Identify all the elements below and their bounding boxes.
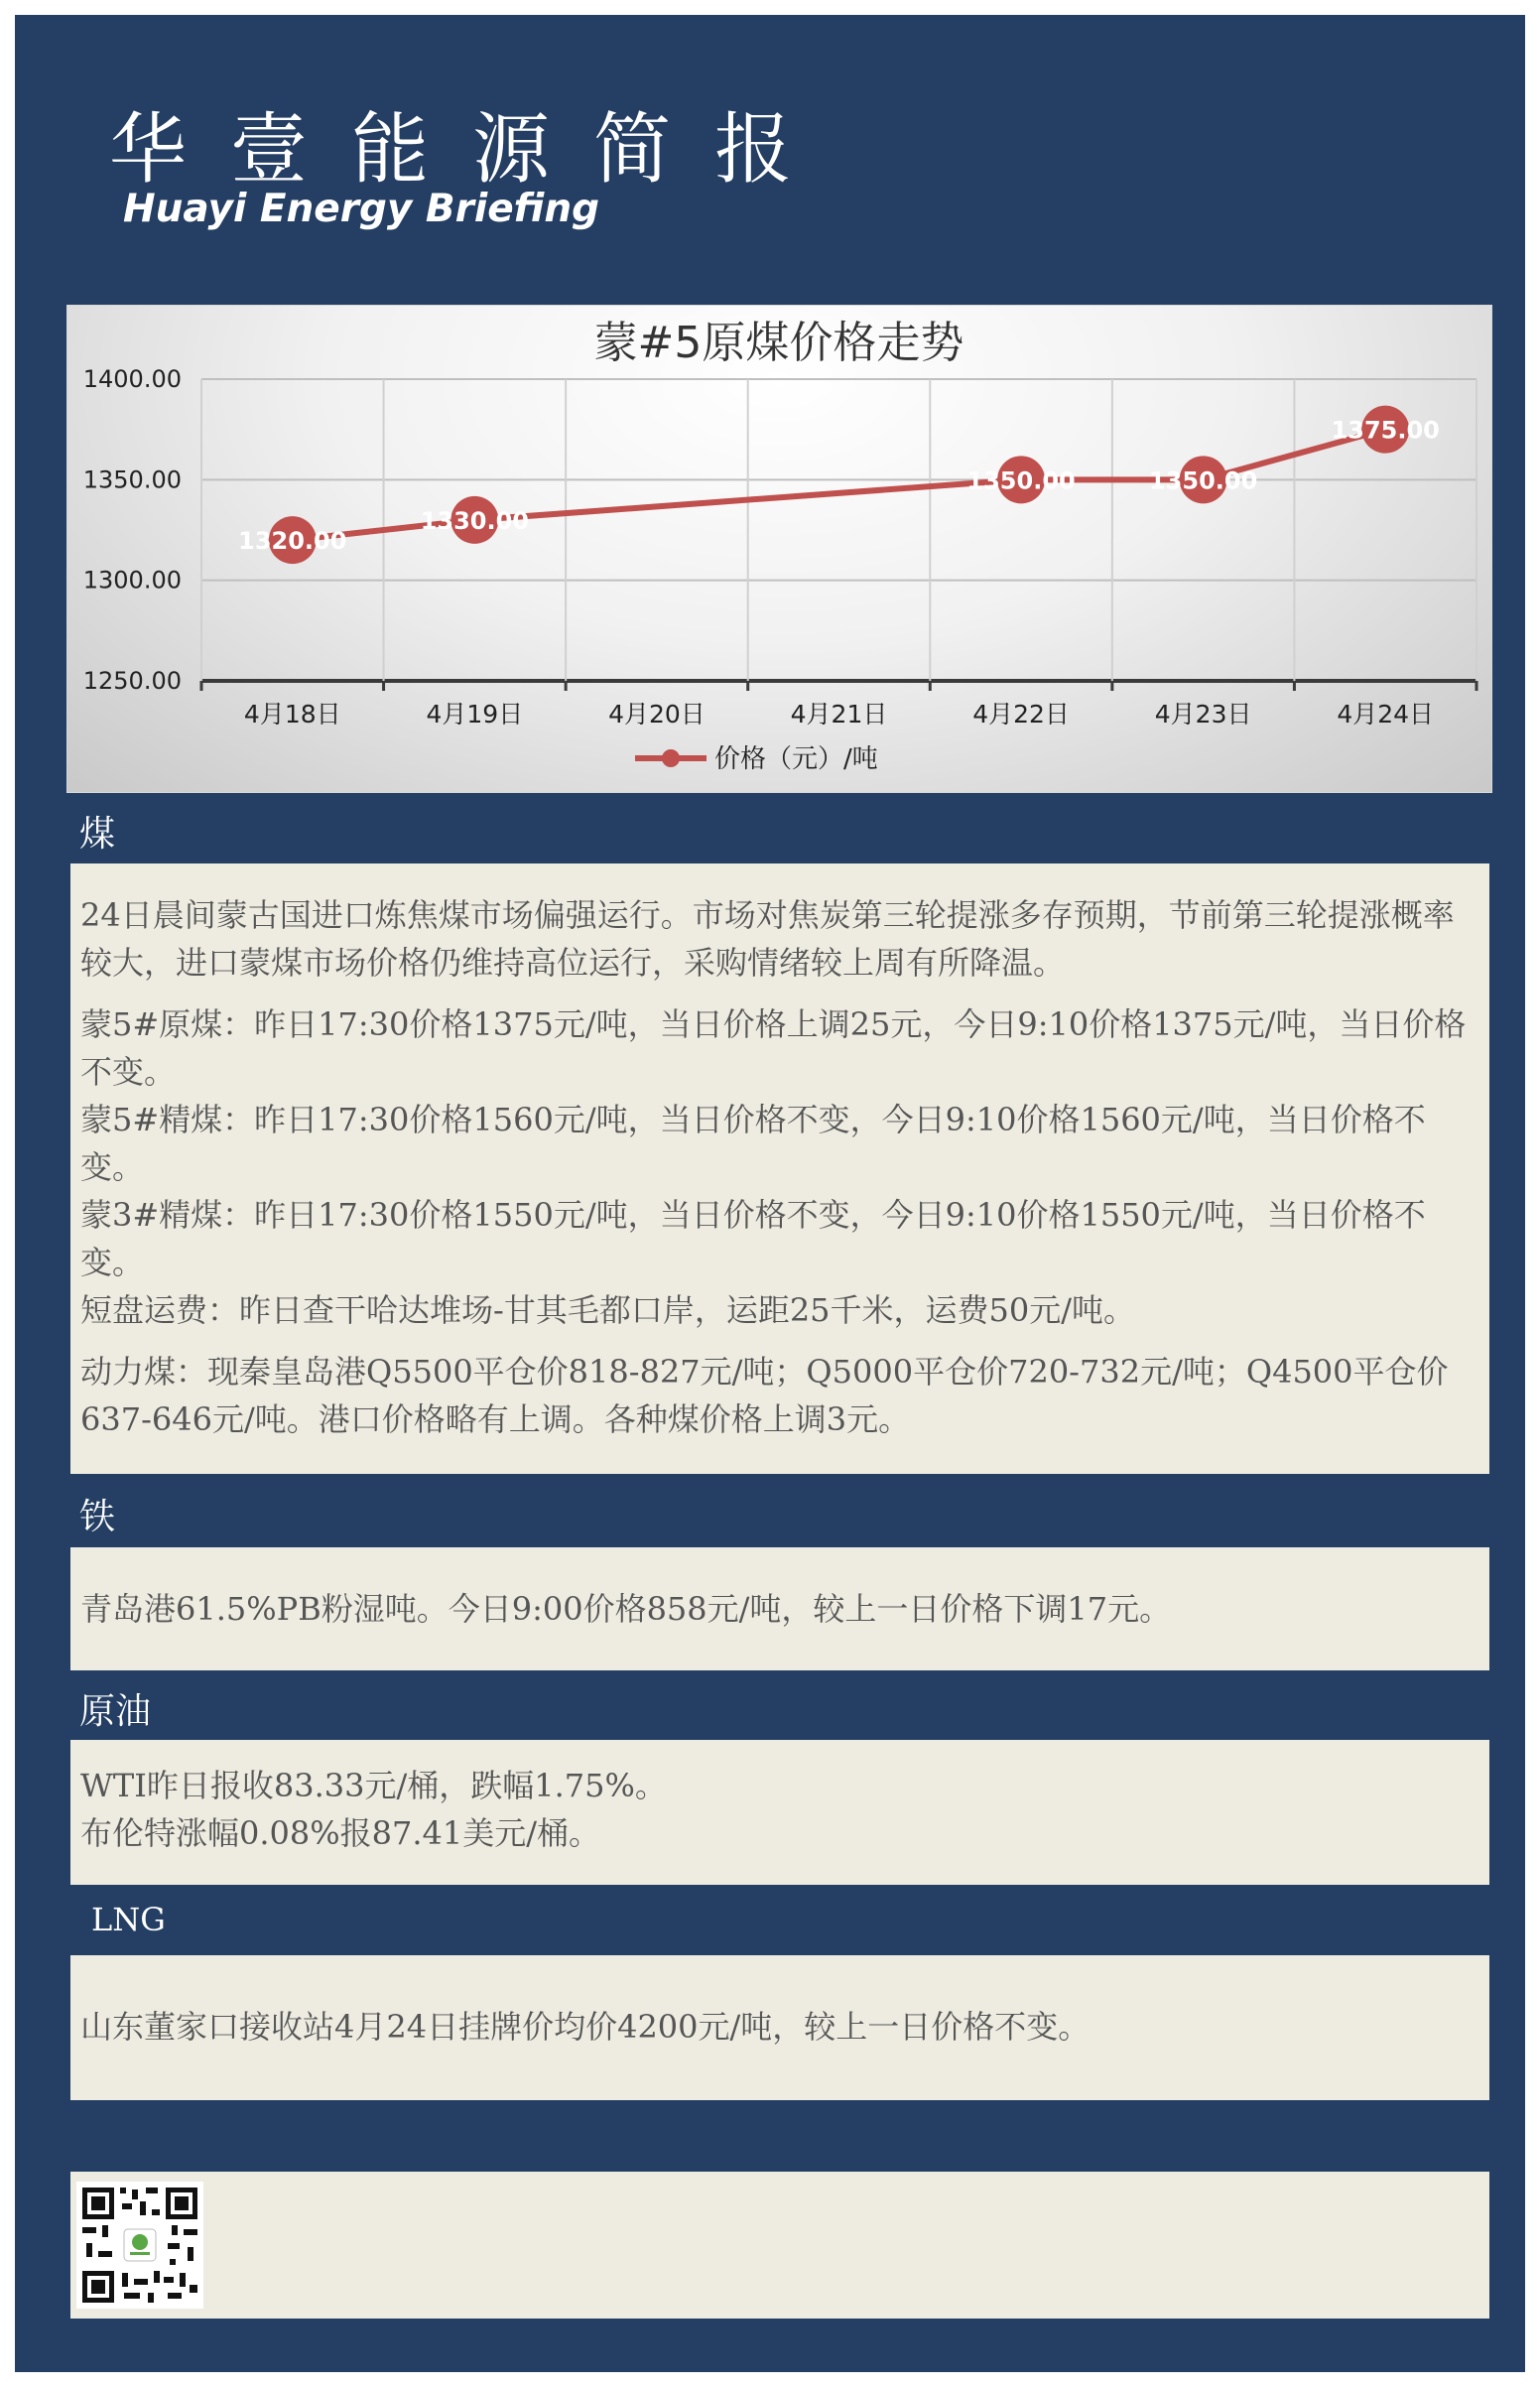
- chart-x-tick-label: 4月24日: [1337, 700, 1435, 729]
- chart-y-tick-label: 1400.00: [82, 365, 182, 393]
- lng-price: 山东董家口接收站4月24日挂牌价均价4200元/吨，较上一日价格不变。: [80, 2008, 1091, 2046]
- chart-x-tick-label: 4月18日: [243, 700, 341, 729]
- price-chart-svg: [67, 306, 1491, 792]
- coal-washed-3-price: 蒙3#精煤：昨日17:30价格1550元/吨，当日价格不变，今日9:10价格1550元/吨，当日价格不变。: [80, 1196, 1426, 1281]
- iron-ore-price: 青岛港61.5%PB粉湿吨。今日9:00价格858元/吨，较上一日价格下调17元。: [80, 1590, 1172, 1628]
- chart-legend-label: 价格（元）/吨: [714, 744, 878, 774]
- footer-panel: [70, 2172, 1489, 2319]
- thermal-coal-price: 动力煤：现秦皇岛港Q5500平仓价818-827元/吨；Q5000平仓价720-732元/吨；Q4500平仓价637-646元/吨。港口价格略有上调。各种煤价格上调3元。: [80, 1353, 1449, 1438]
- section-label-coal: 煤: [79, 814, 116, 855]
- brent-price: 布伦特涨幅0.08%报87.41美元/桶。: [80, 1814, 601, 1852]
- chart-x-tick-label: 4月20日: [608, 700, 706, 729]
- coal-panel: [70, 863, 1489, 1474]
- chart-y-tick-label: 1300.00: [82, 566, 182, 595]
- chart-data-label: 1330.00: [420, 506, 530, 535]
- iron-panel: [70, 1547, 1489, 1670]
- chart-x-tick-label: 4月22日: [972, 700, 1070, 729]
- chart-data-label: 1350.00: [1148, 466, 1258, 495]
- coal-raw-5-price: 蒙5#原煤：昨日17:30价格1375元/吨，当日价格上调25元，今日9:10价格1375元/吨，当日价格不变。: [80, 1005, 1467, 1091]
- short-haul-freight: 短盘运费：昨日查干哈达堆场-甘其毛都口岸，运距25千米，运费50元/吨。: [80, 1291, 1136, 1329]
- coal-market-summary: 24日晨间蒙古国进口炼焦煤市场偏强运行。市场对焦炭第三轮提涨多存预期，节前第三轮提涨概率较大，进口蒙煤市场价格仍维持高位运行，采购情绪较上周有所降温。: [80, 896, 1455, 982]
- price-chart: [66, 305, 1492, 793]
- chart-data-label: 1350.00: [966, 466, 1076, 495]
- qr-code-icon: [76, 2182, 203, 2309]
- chart-data-label: 1320.00: [238, 527, 347, 556]
- chart-data-label: 1375.00: [1331, 416, 1440, 445]
- chart-x-tick-label: 4月19日: [426, 700, 524, 729]
- title-chinese: 华壹能源简报: [109, 105, 836, 195]
- chart-x-tick-label: 4月23日: [1154, 700, 1252, 729]
- chart-x-tick-label: 4月21日: [790, 700, 888, 729]
- section-label-oil: 原油: [79, 1691, 152, 1732]
- chart-y-tick-label: 1350.00: [82, 465, 182, 494]
- section-label-iron: 铁: [79, 1497, 116, 1537]
- title-english: Huayi Energy Briefing: [123, 187, 600, 231]
- chart-title: 蒙#5原煤价格走势: [593, 318, 964, 368]
- section-label-lng: LNG: [91, 1901, 166, 1938]
- chart-y-tick-label: 1250.00: [82, 667, 182, 695]
- wti-price: WTI昨日报收83.33元/桶，跌幅1.75%。: [80, 1767, 667, 1804]
- chart-legend-marker: [662, 749, 680, 767]
- lng-panel: [70, 1955, 1489, 2100]
- oil-panel: [70, 1740, 1489, 1885]
- coal-washed-5-price: 蒙5#精煤：昨日17:30价格1560元/吨，当日价格不变，今日9:10价格1560元/吨，当日价格不变。: [80, 1101, 1426, 1186]
